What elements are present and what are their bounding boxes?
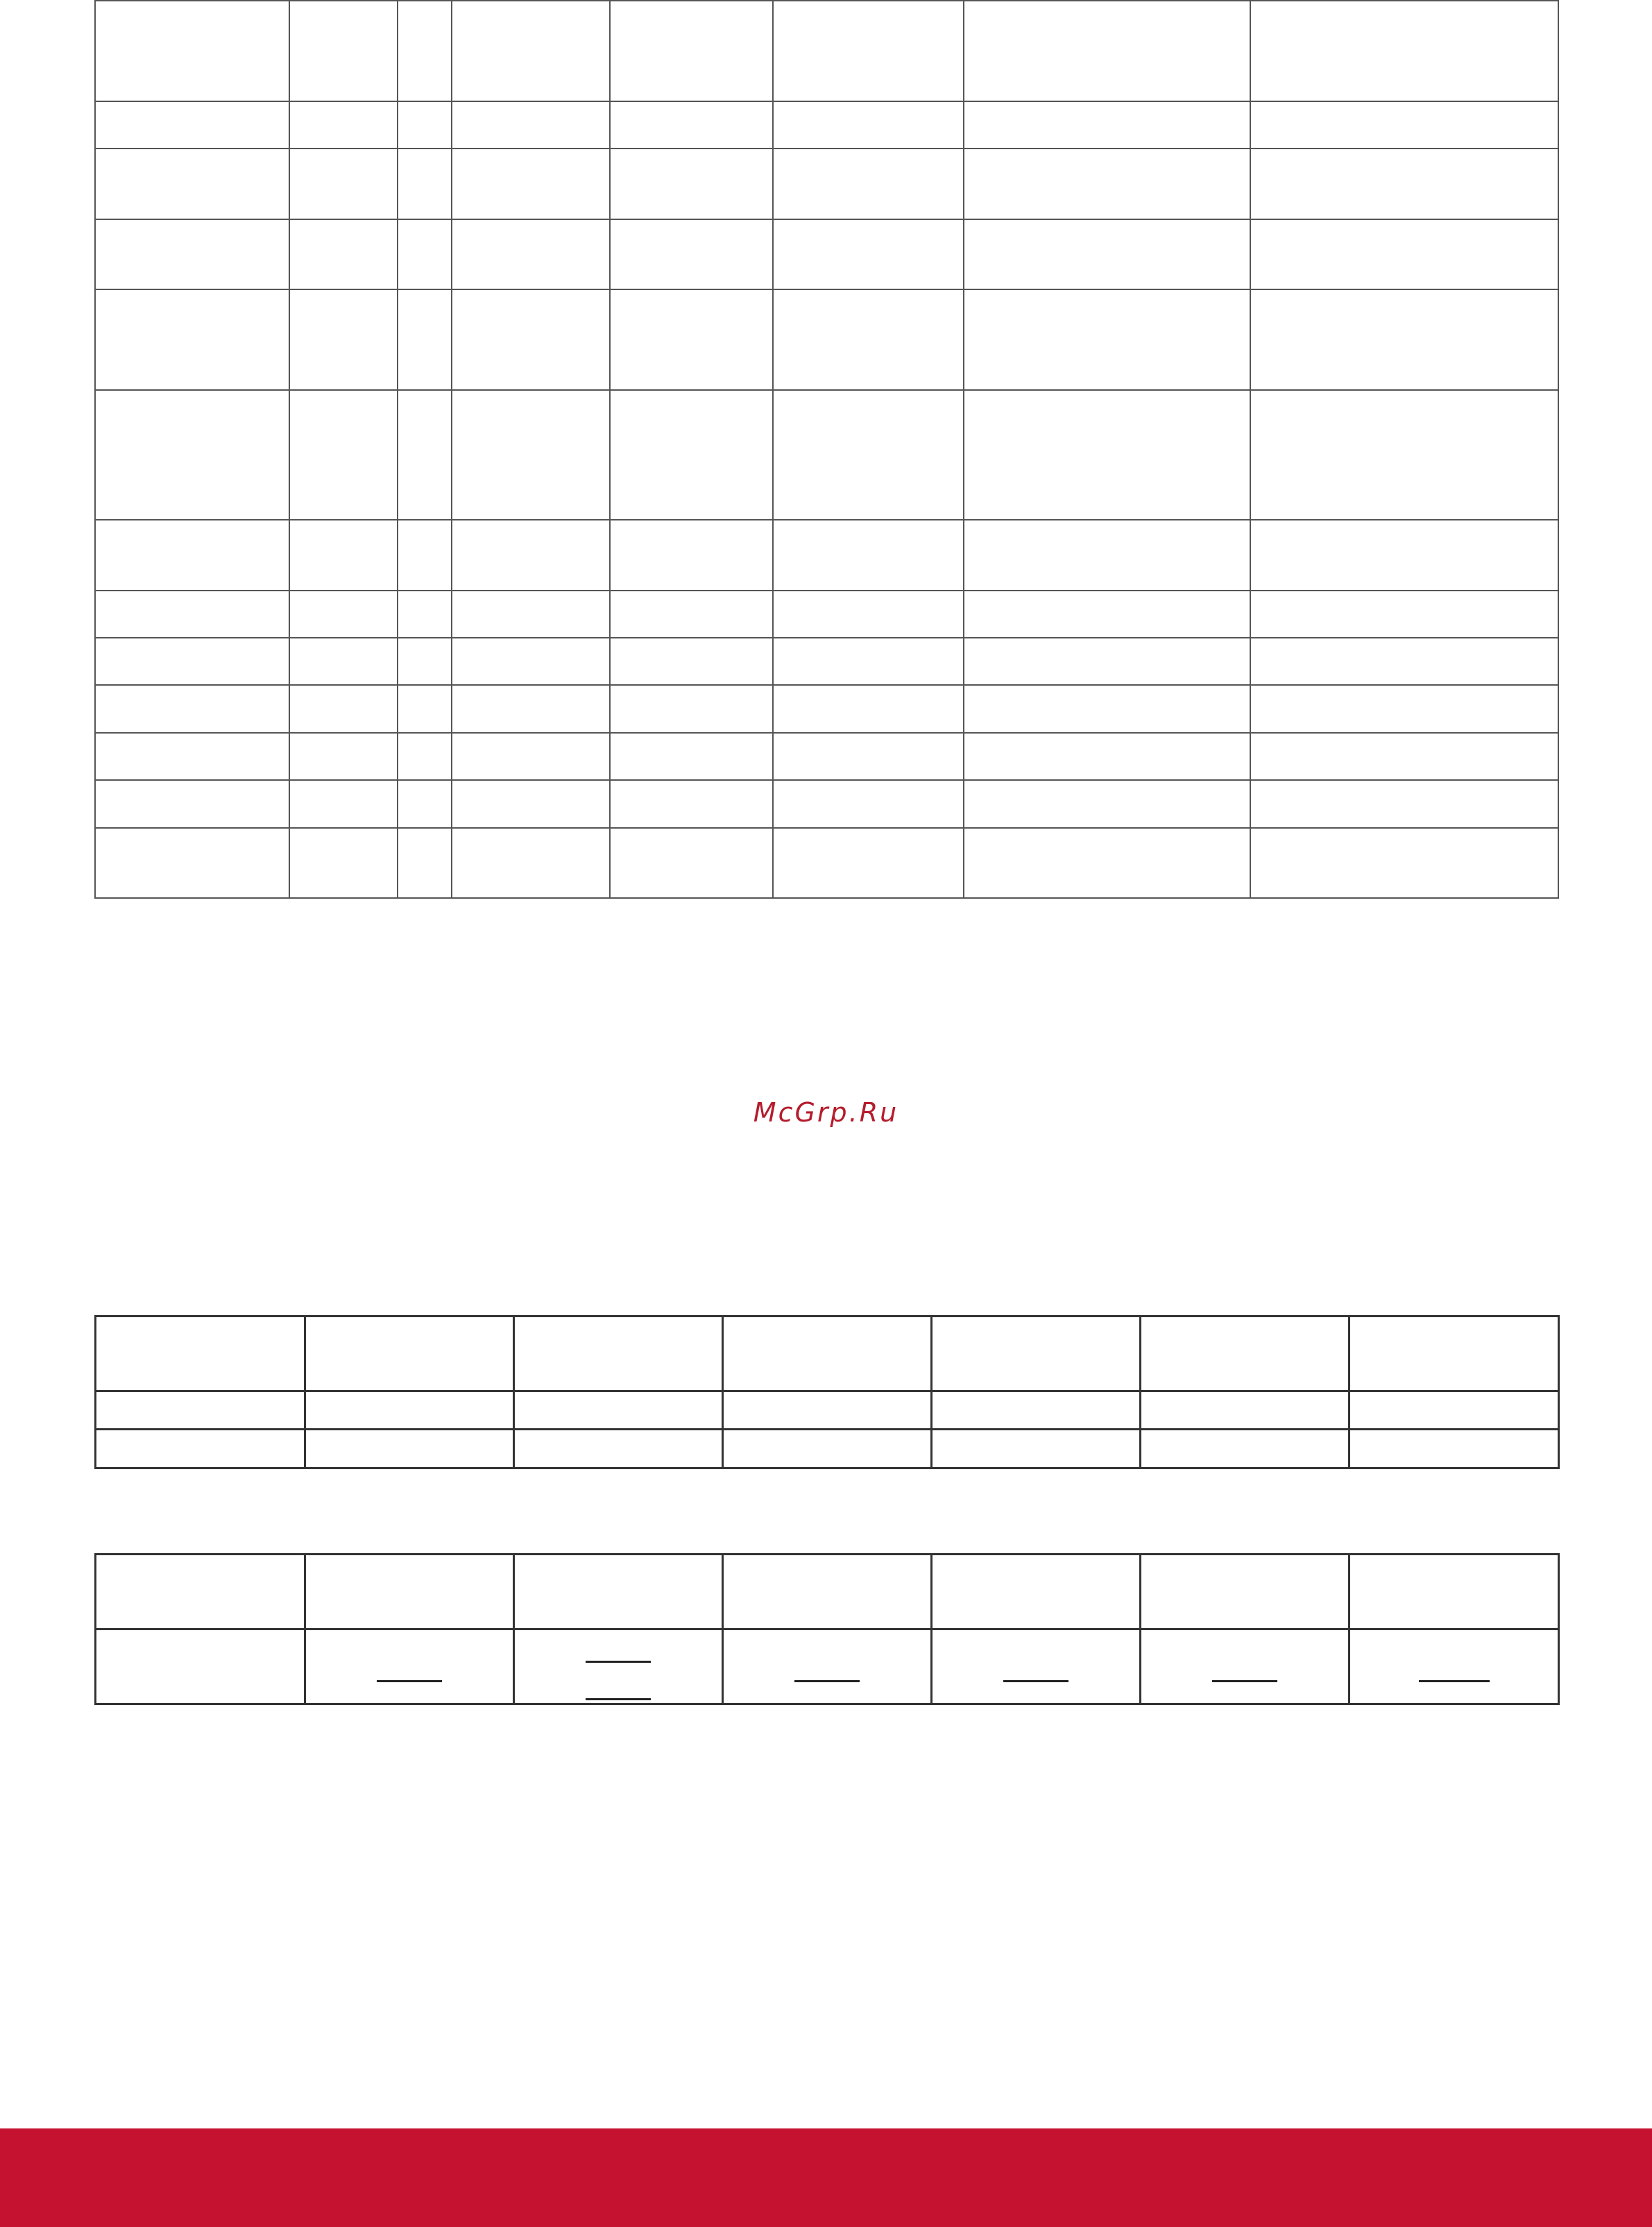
table-row: [95, 1, 1558, 101]
table-cell: [514, 1629, 723, 1704]
table-row: [95, 638, 1558, 685]
table-row: [95, 591, 1558, 638]
table-cell: [305, 1555, 514, 1629]
table-cell: [1349, 1629, 1559, 1704]
table-cell: [398, 780, 452, 828]
table-cell: [452, 101, 610, 149]
table-row: [95, 780, 1558, 828]
table-cell: [610, 219, 773, 289]
table-cell: [95, 149, 289, 219]
table-row: [96, 1430, 1559, 1468]
table-cell: [964, 219, 1250, 289]
table-row: [95, 289, 1558, 390]
table-row: [95, 733, 1558, 780]
table-cell: [1250, 685, 1558, 733]
table-row: [96, 1555, 1559, 1629]
table-cell: [932, 1316, 1141, 1391]
table-cell: [452, 149, 610, 219]
table-cell: [305, 1629, 514, 1704]
table-cell: [932, 1629, 1141, 1704]
table-cell: [514, 1555, 723, 1629]
table-cell: [1250, 520, 1558, 591]
underline-mark: [1212, 1680, 1277, 1682]
table-cell: [964, 390, 1250, 520]
table-cell: [1250, 101, 1558, 149]
table-cell: [773, 591, 964, 638]
table-cell: [452, 733, 610, 780]
bottom-table: [94, 1553, 1560, 1705]
table-cell: [1250, 638, 1558, 685]
table-cell: [773, 390, 964, 520]
table-cell: [398, 289, 452, 390]
table-cell: [398, 520, 452, 591]
table-row: [95, 149, 1558, 219]
table-cell: [95, 219, 289, 289]
table-cell: [96, 1430, 305, 1468]
table-cell: [932, 1555, 1141, 1629]
table-cell: [95, 289, 289, 390]
table-cell: [773, 733, 964, 780]
table-cell: [289, 289, 398, 390]
table-cell: [514, 1430, 723, 1468]
underline-mark: [586, 1661, 651, 1663]
table-row: [96, 1391, 1559, 1430]
table-cell: [773, 219, 964, 289]
table-cell: [723, 1391, 932, 1430]
table-cell: [1250, 390, 1558, 520]
table-cell: [452, 780, 610, 828]
table-cell: [95, 828, 289, 898]
table-cell: [398, 733, 452, 780]
table-cell: [1349, 1555, 1559, 1629]
table-cell: [398, 638, 452, 685]
table-cell: [305, 1430, 514, 1468]
table-cell: [1250, 591, 1558, 638]
table-cell: [289, 1, 398, 101]
table-cell: [95, 101, 289, 149]
table-cell: [964, 149, 1250, 219]
table-cell: [932, 1430, 1141, 1468]
table-cell: [398, 101, 452, 149]
table-cell: [1141, 1555, 1349, 1629]
underline-mark: [586, 1698, 651, 1700]
table-row: [95, 219, 1558, 289]
table-cell: [610, 828, 773, 898]
table-cell: [398, 390, 452, 520]
table-cell: [398, 219, 452, 289]
table-cell: [305, 1391, 514, 1430]
table-cell: [289, 638, 398, 685]
table-cell: [289, 149, 398, 219]
table-cell: [398, 591, 452, 638]
table-row: [95, 828, 1558, 898]
table-cell: [289, 520, 398, 591]
table-cell: [773, 101, 964, 149]
table-cell: [96, 1629, 305, 1704]
table-cell: [452, 638, 610, 685]
table-cell: [610, 390, 773, 520]
table-cell: [773, 685, 964, 733]
table-cell: [773, 638, 964, 685]
table-cell: [1250, 780, 1558, 828]
table-cell: [1349, 1430, 1559, 1468]
table-cell: [1349, 1316, 1559, 1391]
table-cell: [289, 828, 398, 898]
table-cell: [610, 638, 773, 685]
table-cell: [773, 1, 964, 101]
table-cell: [398, 828, 452, 898]
table-cell: [1250, 828, 1558, 898]
table-cell: [289, 780, 398, 828]
table-row: [95, 520, 1558, 591]
table-cell: [964, 520, 1250, 591]
table-cell: [96, 1555, 305, 1629]
table-cell: [398, 1, 452, 101]
table-cell: [723, 1629, 932, 1704]
top-table: [94, 0, 1559, 899]
table-cell: [1349, 1391, 1559, 1430]
table-cell: [964, 289, 1250, 390]
table-cell: [610, 101, 773, 149]
table-cell: [1250, 733, 1558, 780]
table-cell: [723, 1555, 932, 1629]
underline-mark: [1003, 1680, 1068, 1682]
table-cell: [773, 780, 964, 828]
table-cell: [964, 1, 1250, 101]
table-cell: [289, 390, 398, 520]
table-cell: [95, 390, 289, 520]
table-cell: [610, 591, 773, 638]
table-cell: [1250, 1, 1558, 101]
table-cell: [1250, 149, 1558, 219]
table-cell: [514, 1391, 723, 1430]
table-cell: [1250, 219, 1558, 289]
table-cell: [1141, 1629, 1349, 1704]
table-cell: [773, 149, 964, 219]
table-cell: [723, 1430, 932, 1468]
table-cell: [610, 1, 773, 101]
table-row: [96, 1629, 1559, 1704]
table-cell: [95, 733, 289, 780]
table-cell: [964, 101, 1250, 149]
underline-mark: [377, 1680, 442, 1682]
table-cell: [289, 733, 398, 780]
table-cell: [398, 149, 452, 219]
table-cell: [452, 289, 610, 390]
table-cell: [773, 289, 964, 390]
table-cell: [773, 520, 964, 591]
underline-mark: [1419, 1680, 1490, 1682]
table-cell: [610, 520, 773, 591]
table-cell: [452, 591, 610, 638]
watermark: McGrp.Ru: [753, 1097, 899, 1128]
table-cell: [610, 289, 773, 390]
table-cell: [964, 780, 1250, 828]
middle-table: [94, 1315, 1560, 1469]
table-cell: [289, 591, 398, 638]
table-cell: [95, 1, 289, 101]
table-cell: [95, 591, 289, 638]
table-cell: [305, 1316, 514, 1391]
table-cell: [1141, 1316, 1349, 1391]
table-cell: [289, 101, 398, 149]
table-cell: [96, 1316, 305, 1391]
table-cell: [398, 685, 452, 733]
footer-band: [0, 2128, 1652, 2227]
table-cell: [610, 733, 773, 780]
table-cell: [964, 638, 1250, 685]
table-cell: [95, 685, 289, 733]
table-cell: [773, 828, 964, 898]
table-cell: [1141, 1430, 1349, 1468]
table-cell: [452, 219, 610, 289]
table-cell: [95, 780, 289, 828]
table-cell: [610, 149, 773, 219]
table-cell: [1141, 1391, 1349, 1430]
table-row: [96, 1316, 1559, 1391]
table-cell: [964, 591, 1250, 638]
table-row: [95, 390, 1558, 520]
table-cell: [289, 685, 398, 733]
table-cell: [452, 1, 610, 101]
table-cell: [452, 685, 610, 733]
table-cell: [95, 520, 289, 591]
table-cell: [964, 733, 1250, 780]
table-cell: [452, 390, 610, 520]
table-cell: [964, 828, 1250, 898]
table-cell: [95, 638, 289, 685]
table-cell: [96, 1391, 305, 1430]
table-cell: [932, 1391, 1141, 1430]
table-cell: [289, 219, 398, 289]
table-cell: [452, 520, 610, 591]
table-cell: [514, 1316, 723, 1391]
table-cell: [964, 685, 1250, 733]
table-cell: [723, 1316, 932, 1391]
table-row: [95, 685, 1558, 733]
table-cell: [610, 685, 773, 733]
underline-mark: [794, 1680, 860, 1682]
table-row: [95, 101, 1558, 149]
table-cell: [452, 828, 610, 898]
table-cell: [1250, 289, 1558, 390]
table-cell: [610, 780, 773, 828]
